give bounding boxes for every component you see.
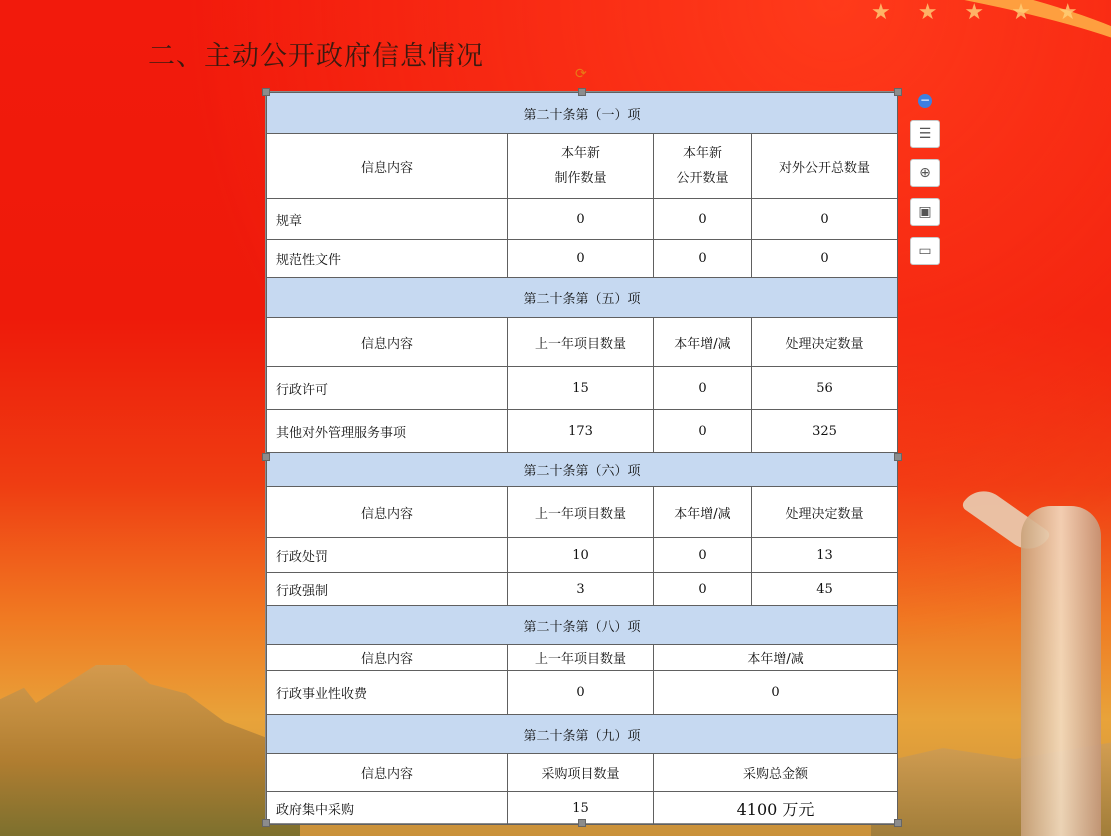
resize-handle-top-right[interactable] — [894, 88, 902, 96]
cell-value: 3 — [508, 573, 654, 606]
column-header: 信息内容 — [267, 487, 508, 538]
column-header: 本年增/减 — [654, 487, 752, 538]
column-header: 处理决定数量 — [752, 318, 898, 367]
info-table-frame[interactable] — [266, 92, 897, 823]
section-header-row — [267, 453, 898, 487]
cell-value: 0 — [508, 240, 654, 278]
zoom-in-icon[interactable]: ⊕ — [910, 159, 940, 187]
column-header: 本年新 公开数量 — [654, 134, 752, 199]
cell-value: 0 — [654, 671, 898, 715]
column-header-row — [267, 318, 898, 367]
column-header: 本年新 制作数量 — [508, 134, 654, 199]
cell-value: 15 — [508, 367, 654, 410]
cell-value: 0 — [752, 240, 898, 278]
row-label: 行政强制 — [267, 573, 508, 606]
column-header: 对外公开总数量 — [752, 134, 898, 199]
column-header: 信息内容 — [267, 754, 508, 792]
column-header: 上一年项目数量 — [508, 318, 654, 367]
cell-value: 0 — [654, 410, 752, 453]
resize-handle-top[interactable] — [578, 88, 586, 96]
column-header-row — [267, 754, 898, 792]
section-title: 第二十条第（五）项 — [267, 278, 898, 318]
column-header-row — [267, 487, 898, 538]
cell-value: 0 — [654, 573, 752, 606]
column-header: 信息内容 — [267, 645, 508, 671]
table-row — [267, 410, 898, 453]
column-header: 本年增/减 — [654, 318, 752, 367]
resize-handle-top-left[interactable] — [262, 88, 270, 96]
cell-value: 0 — [654, 240, 752, 278]
row-label: 其他对外管理服务事项 — [267, 410, 508, 453]
table-row — [267, 240, 898, 278]
section-header-row — [267, 93, 898, 134]
column-header: 处理决定数量 — [752, 487, 898, 538]
row-label: 行政处罚 — [267, 538, 508, 573]
row-label: 政府集中采购 — [267, 792, 508, 825]
column-header-row — [267, 134, 898, 199]
resize-handle-bottom[interactable] — [578, 819, 586, 827]
column-header: 采购总金额 — [654, 754, 898, 792]
cell-value: 0 — [508, 671, 654, 715]
cell-value: 15 — [508, 792, 654, 825]
cell-value: 56 — [752, 367, 898, 410]
section-title: 第二十条第（一）项 — [267, 93, 898, 134]
row-label: 行政事业性收费 — [267, 671, 508, 715]
background-stars: ★ ★ ★ ★ ★ — [871, 0, 1088, 25]
section-header-row — [267, 278, 898, 318]
table-row — [267, 367, 898, 410]
cell-value: 173 — [508, 410, 654, 453]
row-label: 规章 — [267, 199, 508, 240]
cell-value: 13 — [752, 538, 898, 573]
rotate-handle-icon[interactable]: ⟳ — [575, 66, 587, 82]
table-row — [267, 199, 898, 240]
column-header: 本年增/减 — [654, 645, 898, 671]
row-label: 行政许可 — [267, 367, 508, 410]
section-title: 第二十条第（九）项 — [267, 715, 898, 754]
cell-value: 0 — [654, 538, 752, 573]
column-header: 信息内容 — [267, 134, 508, 199]
section-header-row — [267, 715, 898, 754]
section-title: 第二十条第（八）项 — [267, 606, 898, 645]
resize-handle-right[interactable] — [894, 453, 902, 461]
crop-icon[interactable]: ▣ — [910, 198, 940, 226]
slide-title: 二、主动公开政府信息情况 — [148, 41, 484, 72]
collapse-icon[interactable]: − — [919, 93, 931, 107]
info-table — [266, 92, 898, 825]
resize-handle-bottom-left[interactable] — [262, 819, 270, 827]
table-row — [267, 671, 898, 715]
cell-value: 0 — [654, 367, 752, 410]
cell-value: 0 — [508, 199, 654, 240]
cell-value: 0 — [654, 199, 752, 240]
cell-value: 325 — [752, 410, 898, 453]
table-row — [267, 573, 898, 606]
column-header: 采购项目数量 — [508, 754, 654, 792]
section-header-row — [267, 606, 898, 645]
resize-handle-left[interactable] — [262, 453, 270, 461]
row-label: 规范性文件 — [267, 240, 508, 278]
cell-value: 45 — [752, 573, 898, 606]
cell-value: 10 — [508, 538, 654, 573]
section-title: 第二十条第（六）项 — [267, 453, 898, 487]
cell-value: 0 — [752, 199, 898, 240]
column-header: 信息内容 — [267, 318, 508, 367]
layers-icon[interactable]: ☰ — [910, 120, 940, 148]
column-header: 上一年项目数量 — [508, 487, 654, 538]
column-header-row — [267, 645, 898, 671]
background-huabiao-pillar — [1021, 506, 1101, 836]
cell-value: 4100 万元 — [654, 792, 898, 825]
background-great-wall-left — [0, 646, 300, 836]
column-header: 上一年项目数量 — [508, 645, 654, 671]
resize-handle-bottom-right[interactable] — [894, 819, 902, 827]
table-row — [267, 538, 898, 573]
frame-icon[interactable]: ▭ — [910, 237, 940, 265]
